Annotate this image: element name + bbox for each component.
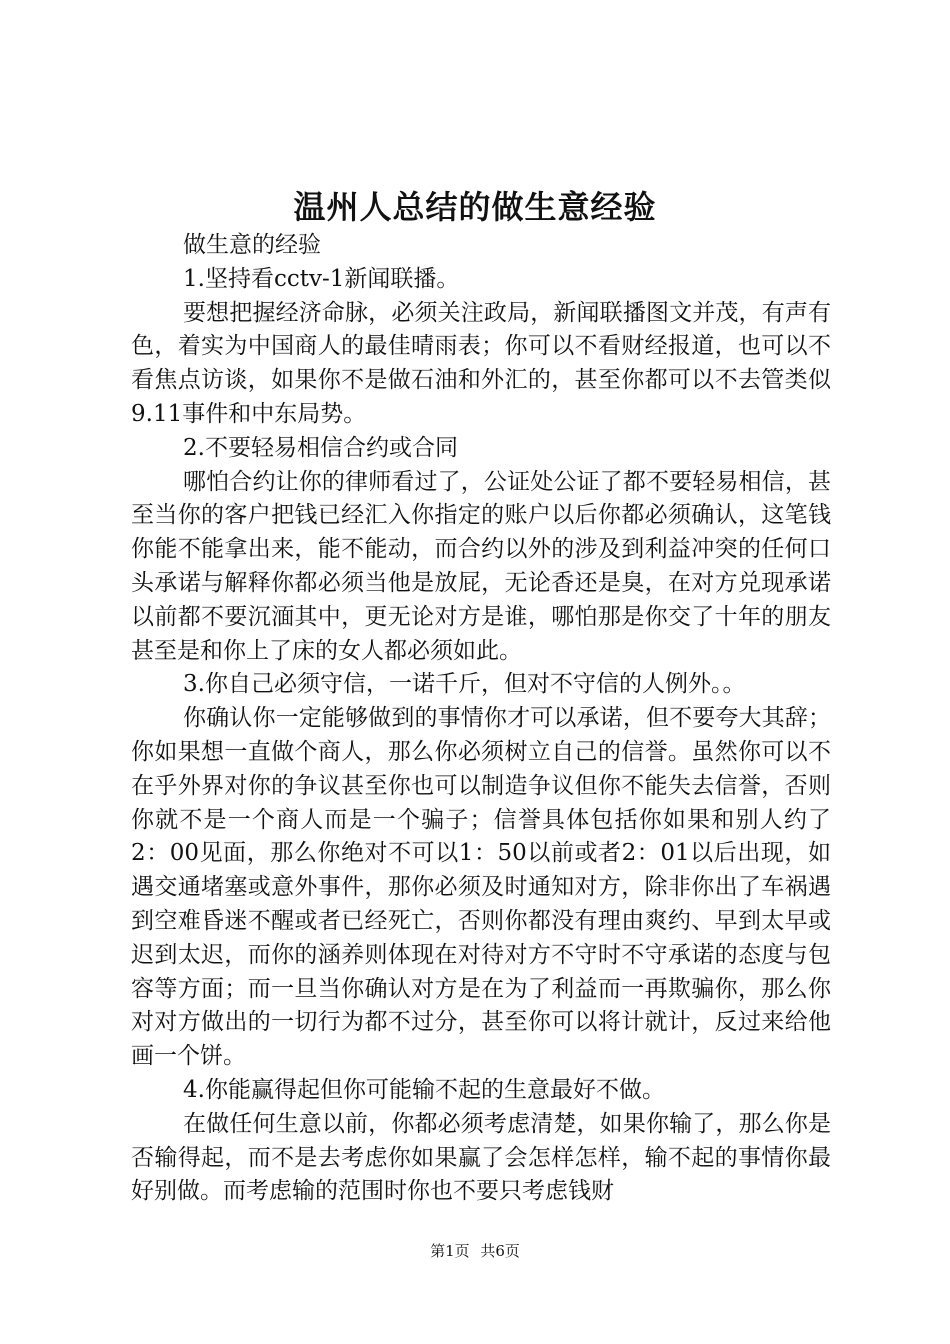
body-paragraph: 要想把握经济命脉，必须关注政局，新闻联播图文并茂，有声有色，着实为中国商人的最佳晴雨表；你可以不看财经报道，也可以不看焦点访谈，如果你不是做石油和外汇的，甚至你都可以不去管类似9.11事件和中东局势。 [131,299,831,427]
list-item-heading: 3.你自己必须守信，一诺千斤，但对不守信的人例外。。 [183,671,746,698]
body-paragraph: 在做任何生意以前，你都必须考虑清楚，如果你输了，那么你是否输得起，而不是去考虑你如果赢了会怎样怎样，输不起的事情你最好别做。而考虑输的范围时你也不要只考虑钱财 [131,1110,831,1205]
page-footer [0,1241,950,1261]
section-heading: 做生意的经验 [183,232,321,258]
list-item-heading: 4.你能赢得起但你可能输不起的生意最好不做。 [183,1076,665,1103]
document-body [131,229,831,1209]
page-title: 温州人总结的做生意经验 [293,188,657,226]
body-paragraph: 哪怕合约让你的律师看过了，公证处公证了都不要轻易相信，甚至当你的客户把钱已经汇入你指定的账户以后你都必须确认，这笔钱你能不能拿出来，能不能动，而合约以外的涉及到利益冲突的任何口头承诺与解释你都必须当他是放屁，无论香还是臭，在对方兑现承诺以前都不要沉湎其中，更无论对方是谁，哪怕那是你交了十年的朋友甚至是和你上了床的女人都必须如此。 [131,468,831,664]
page-number: 第1页 [430,1242,470,1260]
list-item-heading: 1.坚持看cctv-1新闻联播。 [183,265,460,292]
page-total: 共6页 [480,1242,520,1260]
list-item-heading: 2.不要轻易相信合约或合同 [183,434,458,461]
body-paragraph: 你确认你一定能够做到的事情你才可以承诺，但不要夸大其辞；你如果想一直做个商人，那么你必须树立自己的信誉。虽然你可以不在乎外界对你的争议甚至你也可以制造争议但你不能失去信誉，否则你就不是一个商人而是一个骗子；信誉具体包括你如果和别人约了2：00见面，那么你绝对不可以1：50以前或者2：01以后出现，如遇交通堵塞或意外事件，那你必须及时通知对方，除非你出了车祸遇到空难昏迷不醒或者已经死亡，否则你都没有理由爽约、早到太早或迟到太迟，而你的涵养则体现在对待对方不守时不守承诺的态度与包容等方面；而一旦当你确认对方是在为了利益而一再欺骗你，那么你对对方做出的一切行为都不过分，甚至你可以将计就计，反过来给他画一个饼。 [131,705,831,1070]
